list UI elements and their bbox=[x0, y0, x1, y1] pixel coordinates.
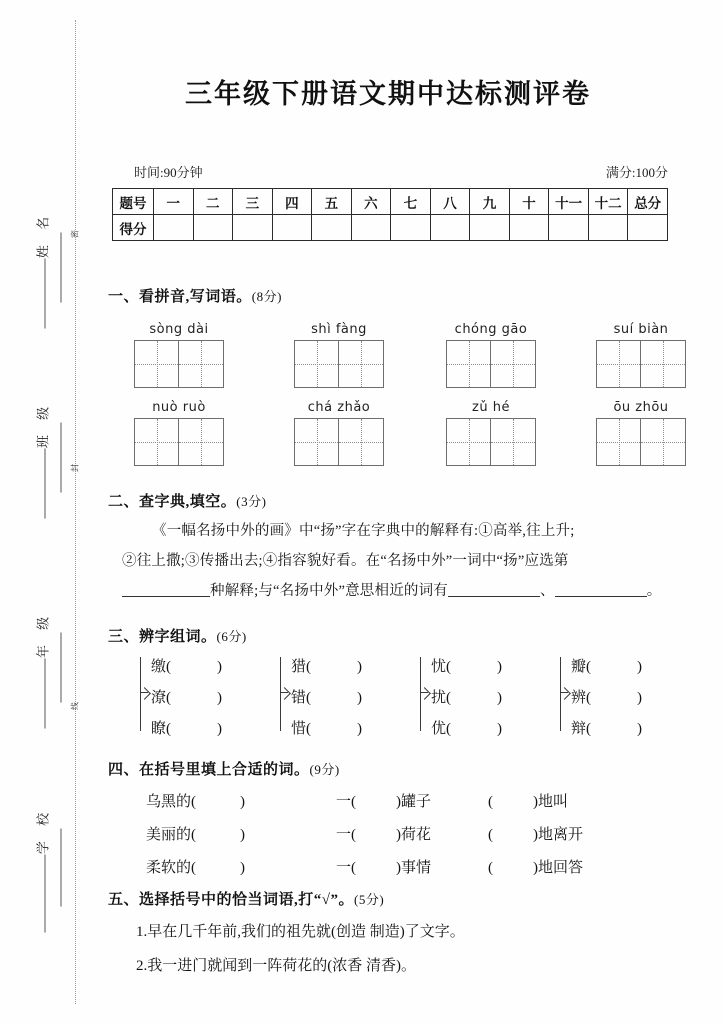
writing-grid[interactable] bbox=[134, 340, 224, 388]
paren-close: ) bbox=[217, 659, 223, 675]
grid-cell[interactable] bbox=[641, 340, 686, 388]
seal-field-name bbox=[33, 188, 68, 348]
fill-cell[interactable] bbox=[488, 790, 568, 811]
seal-field-class bbox=[33, 378, 68, 538]
fill-label: ( bbox=[488, 827, 493, 843]
seal-mark-char: 封 bbox=[70, 463, 80, 472]
section-2-points: (3分) bbox=[236, 494, 267, 509]
score-cell[interactable] bbox=[351, 215, 391, 241]
character-label: 忧 bbox=[431, 659, 447, 675]
seal-grade-line-right bbox=[61, 633, 62, 703]
pinyin-text: sòng dài bbox=[149, 322, 209, 337]
score-cell[interactable] bbox=[509, 215, 549, 241]
fill-close: )地离开 bbox=[533, 827, 583, 843]
character-label: 缴 bbox=[151, 659, 167, 675]
seal-mark-char: 线 bbox=[70, 701, 80, 710]
score-table-col-header: 六 bbox=[351, 189, 391, 215]
character-entry[interactable] bbox=[431, 717, 502, 738]
paren-close: ) bbox=[497, 659, 503, 675]
score-cell[interactable] bbox=[193, 215, 233, 241]
grid-cell[interactable] bbox=[179, 340, 224, 388]
fill-close: )事情 bbox=[396, 860, 431, 876]
score-cell[interactable] bbox=[391, 215, 431, 241]
pinyin-text: chóng gāo bbox=[454, 322, 528, 337]
section-2-line-3-end: 。 bbox=[646, 583, 662, 599]
grid-cell[interactable] bbox=[179, 418, 224, 466]
section-5-item-1[interactable]: 1.早在几千年前,我们的祖先就(创造 制造)了文字。 bbox=[136, 924, 465, 940]
score-cell[interactable] bbox=[588, 215, 628, 241]
fill-cell[interactable] bbox=[146, 856, 245, 877]
seal-class-line-left bbox=[45, 448, 46, 518]
character-entry[interactable] bbox=[151, 655, 222, 676]
score-cell[interactable] bbox=[312, 215, 352, 241]
score-table-col-header: 十一 bbox=[549, 189, 589, 215]
seal-field-label: 班 级 bbox=[35, 400, 51, 449]
fill-close: ) bbox=[240, 827, 245, 843]
section-4-points: (9分) bbox=[309, 762, 340, 777]
seal-field-school bbox=[33, 788, 68, 948]
character-entry[interactable] bbox=[151, 717, 222, 738]
writing-grid[interactable] bbox=[446, 418, 536, 466]
fill-label: 一( bbox=[336, 794, 356, 810]
score-table-row-label: 得分 bbox=[113, 215, 154, 241]
pinyin-item bbox=[134, 322, 224, 388]
fill-close: )地回答 bbox=[533, 860, 583, 876]
grid-cell[interactable] bbox=[134, 340, 179, 388]
section-2-line-2: ②往上撒;③传播出去;④指容貌好看。在“名扬中外”一词中“扬”应选第 bbox=[122, 553, 569, 569]
sealing-dotted-line bbox=[75, 20, 76, 1004]
pinyin-text: shì fàng bbox=[311, 322, 367, 337]
section-heading-2 bbox=[108, 490, 266, 511]
seal-school-line-right bbox=[61, 829, 62, 907]
pinyin-item bbox=[294, 322, 384, 388]
character-groups-container bbox=[108, 655, 688, 745]
fill-cell[interactable] bbox=[146, 823, 245, 844]
grid-cell[interactable] bbox=[339, 418, 384, 466]
section-3-points: (6分) bbox=[216, 629, 247, 644]
section-heading-4 bbox=[108, 758, 340, 779]
paren-open: ( bbox=[586, 659, 592, 675]
score-table-col-header: 十 bbox=[509, 189, 549, 215]
pinyin-text: chá zhǎo bbox=[307, 400, 371, 415]
section-heading-3 bbox=[108, 625, 247, 646]
writing-grid[interactable] bbox=[446, 340, 536, 388]
paren-open: ( bbox=[306, 721, 312, 737]
pinyin-text: suí biàn bbox=[613, 322, 669, 337]
pinyin-item bbox=[596, 322, 686, 388]
score-cell[interactable] bbox=[272, 215, 312, 241]
score-cell[interactable] bbox=[549, 215, 589, 241]
answer-blank-selection[interactable] bbox=[122, 581, 210, 597]
character-entry[interactable] bbox=[431, 686, 502, 707]
character-label: 瞭 bbox=[151, 721, 167, 737]
grid-cell[interactable] bbox=[134, 418, 179, 466]
writing-grid[interactable] bbox=[596, 418, 686, 466]
character-entry[interactable] bbox=[571, 655, 642, 676]
exam-duration: 时间:90分钟 bbox=[134, 165, 203, 180]
brace-icon bbox=[420, 657, 430, 731]
fill-label: 一( bbox=[336, 827, 356, 843]
grid-cell[interactable] bbox=[491, 340, 536, 388]
section-2-line-3-text: 种解释;与“名扬中外”意思相近的词有 bbox=[210, 583, 448, 599]
seal-field-label: 年 级 bbox=[35, 610, 51, 659]
sealing-column bbox=[0, 0, 108, 1024]
score-table-col-header: 五 bbox=[312, 189, 352, 215]
paren-close: ) bbox=[637, 659, 643, 675]
character-label: 扰 bbox=[431, 690, 447, 706]
fill-label: 美丽的( bbox=[146, 827, 196, 843]
pinyin-item bbox=[446, 400, 536, 466]
score-cell[interactable] bbox=[628, 215, 668, 241]
fill-label: 乌黑的( bbox=[146, 794, 196, 810]
section-5-title: 五、选择括号中的恰当词语,打“√”。 bbox=[108, 892, 354, 908]
paren-open: ( bbox=[166, 659, 172, 675]
paren-open: ( bbox=[306, 659, 312, 675]
paren-open: ( bbox=[446, 659, 452, 675]
paren-close: ) bbox=[217, 721, 223, 737]
pinyin-row-2 bbox=[108, 400, 688, 474]
fill-cell[interactable] bbox=[146, 790, 245, 811]
writing-grid[interactable] bbox=[134, 418, 224, 466]
fill-cell[interactable] bbox=[336, 823, 431, 844]
page-title: 三年级下册语文期中达标测评卷 bbox=[185, 79, 591, 109]
score-table-col-header: 二 bbox=[193, 189, 233, 215]
answer-blank-word-2[interactable] bbox=[555, 581, 647, 597]
seal-school-line-left bbox=[45, 854, 46, 932]
paren-close: ) bbox=[357, 659, 363, 675]
section-4-title: 四、在括号里填上合适的词。 bbox=[108, 762, 310, 778]
pinyin-text: ōu zhōu bbox=[613, 400, 669, 415]
writing-grid[interactable] bbox=[596, 340, 686, 388]
score-table-col-header: 一 bbox=[154, 189, 194, 215]
score-cell[interactable] bbox=[430, 215, 470, 241]
score-table-col-header: 九 bbox=[470, 189, 510, 215]
pinyin-item bbox=[134, 400, 224, 466]
pinyin-item bbox=[596, 400, 686, 466]
character-label: 错 bbox=[291, 690, 307, 706]
writing-grid[interactable] bbox=[294, 340, 384, 388]
exam-meta-row bbox=[120, 162, 672, 181]
score-table-row-label: 题号 bbox=[113, 189, 154, 215]
fill-label: ( bbox=[488, 860, 493, 876]
character-label: 辨 bbox=[571, 690, 587, 706]
character-label: 惜 bbox=[291, 721, 307, 737]
exam-full-score: 满分:100分 bbox=[605, 165, 668, 180]
brace-icon bbox=[560, 657, 570, 731]
brace-icon bbox=[280, 657, 290, 731]
score-cell[interactable] bbox=[470, 215, 510, 241]
writing-grid[interactable] bbox=[294, 418, 384, 466]
fill-close: ) bbox=[240, 860, 245, 876]
fill-label: 柔软的( bbox=[146, 860, 196, 876]
section-2-line-1: 《一幅名扬中外的画》中“扬”字在字典中的解释有:①高举,往上升; bbox=[152, 523, 575, 539]
paren-close: ) bbox=[637, 721, 643, 737]
paren-close: ) bbox=[217, 690, 223, 706]
section-2-title: 二、查字典,填空。 bbox=[108, 494, 237, 510]
seal-field-label: 姓 名 bbox=[35, 210, 51, 259]
answer-blank-word-1[interactable] bbox=[448, 581, 540, 597]
paper-content bbox=[108, 0, 708, 1024]
character-entry[interactable] bbox=[291, 655, 362, 676]
fill-cell[interactable] bbox=[336, 856, 431, 877]
score-cell[interactable] bbox=[233, 215, 273, 241]
fill-label: 一( bbox=[336, 860, 356, 876]
paren-close: ) bbox=[357, 721, 363, 737]
section-1-points: (8分) bbox=[251, 289, 282, 304]
character-entry[interactable] bbox=[571, 717, 642, 738]
character-label: 猎 bbox=[291, 659, 307, 675]
section-2-line-3-sep: 、 bbox=[540, 583, 555, 599]
paren-open: ( bbox=[306, 690, 312, 706]
grid-cell[interactable] bbox=[491, 418, 536, 466]
seal-name-line-right bbox=[61, 233, 62, 303]
paren-open: ( bbox=[166, 721, 172, 737]
paren-open: ( bbox=[586, 721, 592, 737]
seal-class-line-right bbox=[61, 423, 62, 493]
seal-grade-line-left bbox=[45, 658, 46, 728]
pinyin-item bbox=[294, 400, 384, 466]
character-entry[interactable] bbox=[431, 655, 502, 676]
grid-cell[interactable] bbox=[339, 340, 384, 388]
character-entry[interactable] bbox=[571, 686, 642, 707]
score-cell[interactable] bbox=[154, 215, 194, 241]
grid-cell[interactable] bbox=[446, 340, 491, 388]
paren-open: ( bbox=[446, 721, 452, 737]
section-5-points: (5分) bbox=[353, 892, 385, 907]
paren-open: ( bbox=[446, 690, 452, 706]
seal-name-line-left bbox=[45, 258, 46, 328]
grid-cell[interactable] bbox=[596, 418, 641, 466]
section-heading-5 bbox=[108, 888, 384, 909]
paren-close: ) bbox=[497, 690, 503, 706]
pinyin-text: nuò ruò bbox=[152, 400, 206, 415]
fill-cell[interactable] bbox=[336, 790, 431, 811]
section-2-line-3 bbox=[122, 576, 661, 606]
character-entry[interactable] bbox=[291, 717, 362, 738]
pinyin-item bbox=[446, 322, 536, 388]
score-table bbox=[112, 188, 668, 241]
seal-field-label: 学 校 bbox=[35, 806, 51, 855]
seal-mark-char: 密 bbox=[70, 229, 80, 238]
character-label: 辩 bbox=[571, 721, 587, 737]
fill-cell[interactable] bbox=[488, 823, 583, 844]
section-1-title: 一、看拼音,写词语。 bbox=[108, 289, 252, 305]
fill-close: )罐子 bbox=[396, 794, 431, 810]
pinyin-row-1 bbox=[108, 322, 688, 396]
paren-close: ) bbox=[497, 721, 503, 737]
fill-label: ( bbox=[488, 794, 493, 810]
seal-field-grade bbox=[33, 588, 68, 748]
fill-close: )地叫 bbox=[533, 794, 568, 810]
section-5-item-2[interactable]: 2.我一进门就闻到一阵荷花的(浓香 清香)。 bbox=[136, 958, 416, 974]
score-table-col-header: 三 bbox=[233, 189, 273, 215]
paren-close: ) bbox=[637, 690, 643, 706]
grid-cell[interactable] bbox=[596, 340, 641, 388]
character-entry[interactable] bbox=[291, 686, 362, 707]
grid-cell[interactable] bbox=[294, 340, 339, 388]
score-table-col-header: 四 bbox=[272, 189, 312, 215]
brace-icon bbox=[140, 657, 150, 731]
grid-cell[interactable] bbox=[294, 418, 339, 466]
paren-close: ) bbox=[357, 690, 363, 706]
grid-cell[interactable] bbox=[446, 418, 491, 466]
section-heading-1 bbox=[108, 285, 282, 306]
score-table-col-header: 十二 bbox=[588, 189, 628, 215]
score-table-col-header: 七 bbox=[391, 189, 431, 215]
fill-cell[interactable] bbox=[488, 856, 583, 877]
fill-close: ) bbox=[240, 794, 245, 810]
character-label: 潦 bbox=[151, 690, 167, 706]
table-row-question-numbers bbox=[113, 189, 668, 215]
character-entry[interactable] bbox=[151, 686, 222, 707]
grid-cell[interactable] bbox=[641, 418, 686, 466]
paren-open: ( bbox=[586, 690, 592, 706]
paren-open: ( bbox=[166, 690, 172, 706]
fill-close: )荷花 bbox=[396, 827, 431, 843]
character-label: 瓣 bbox=[571, 659, 587, 675]
score-table-col-header: 总分 bbox=[628, 189, 668, 215]
score-table-col-header: 八 bbox=[430, 189, 470, 215]
table-row-scores bbox=[113, 215, 668, 241]
section-3-title: 三、辨字组词。 bbox=[108, 629, 217, 645]
character-label: 优 bbox=[431, 721, 447, 737]
pinyin-text: zǔ hé bbox=[472, 400, 510, 415]
